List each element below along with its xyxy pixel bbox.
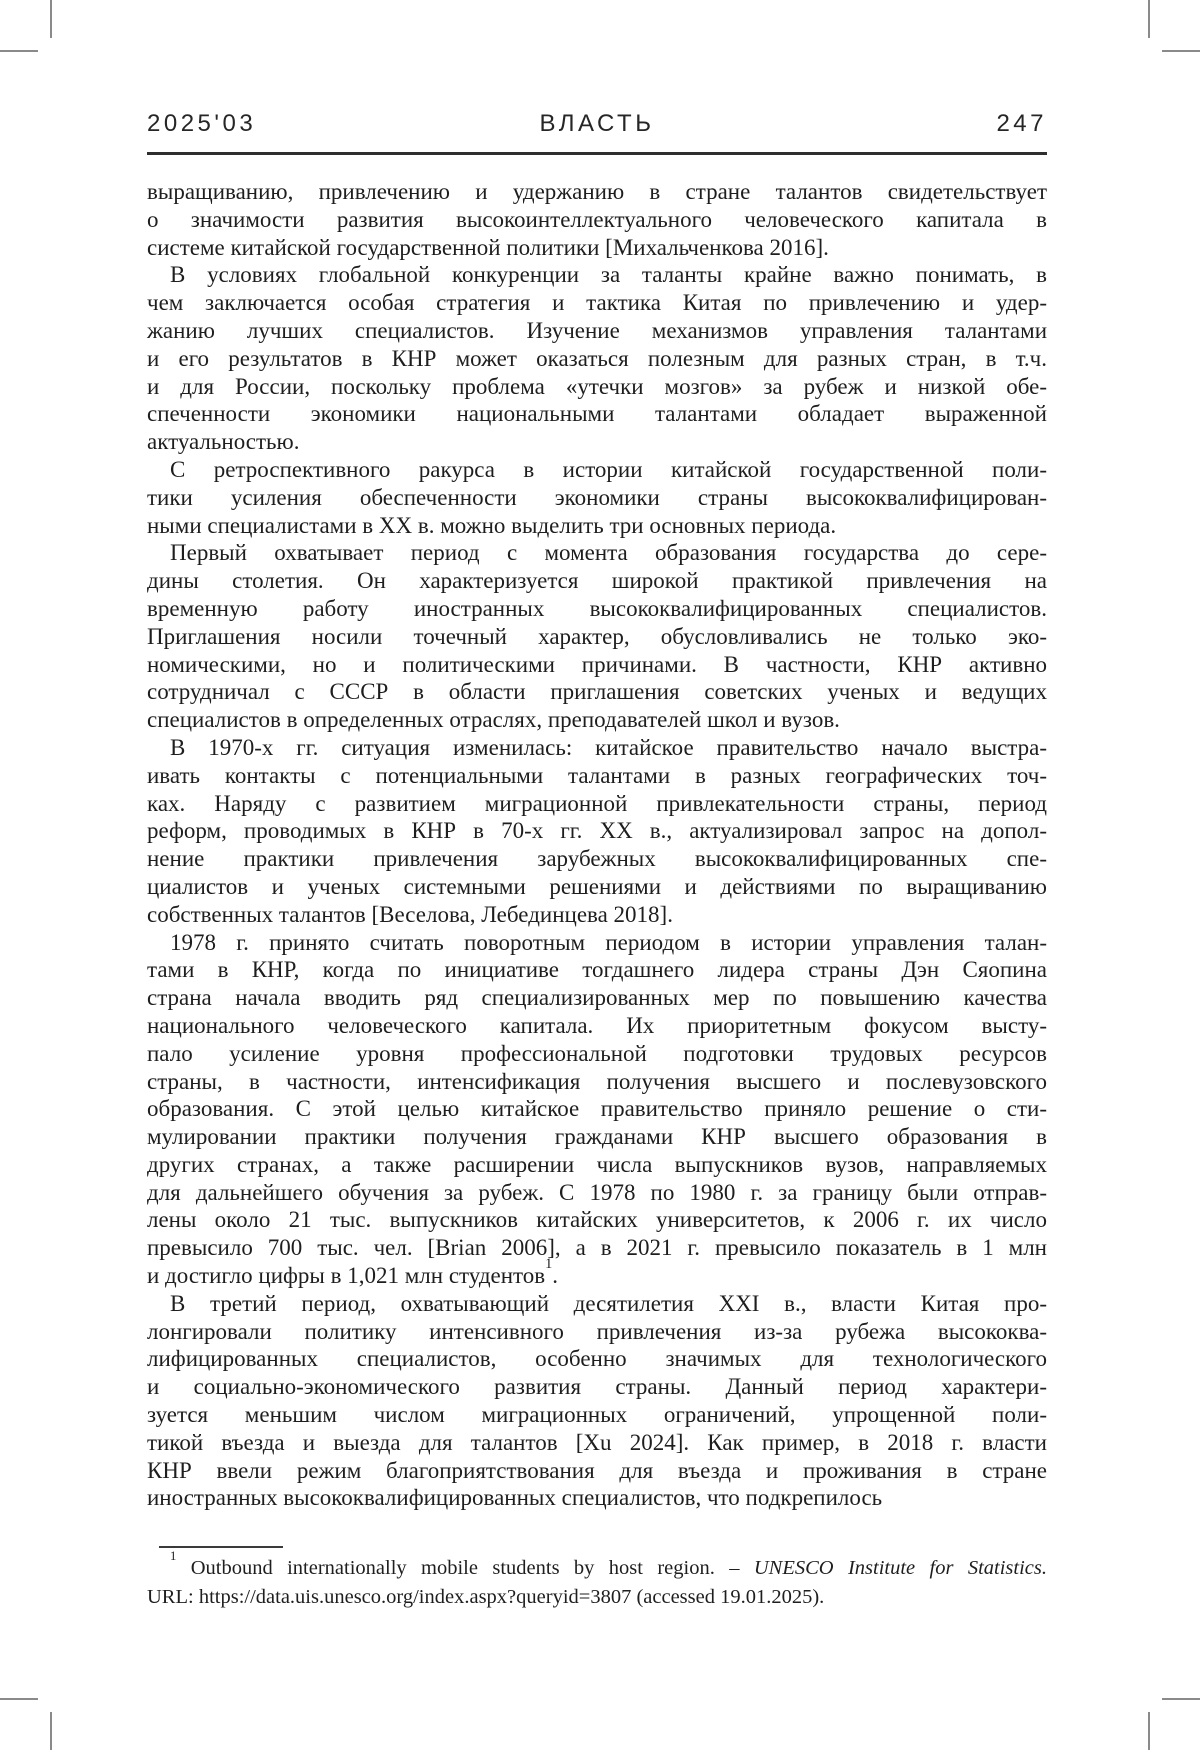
crop-mark-bottom-left-v bbox=[50, 1712, 52, 1750]
text-segment: нение практики привлечения зарубежных высококвалифицированных спе- bbox=[147, 846, 1047, 872]
text-line bbox=[147, 1012, 1047, 1040]
text-line bbox=[147, 1457, 1047, 1485]
text-line bbox=[147, 623, 1047, 651]
text-line bbox=[147, 1095, 1047, 1123]
footnote-reference: 1 bbox=[545, 1255, 553, 1272]
text-segment: В условиях глобальной конкуренции за таланты крайне важно понимать, в bbox=[170, 262, 1047, 288]
text-segment: Первый охватывает период с момента образования государства до сере- bbox=[170, 540, 1047, 566]
text-segment: образования. С этой целью китайское правительство приняло решение о сти- bbox=[147, 1096, 1047, 1122]
text-segment: лены около 21 тыс. выпускников китайских университетов, к 2006 г. их число bbox=[147, 1207, 1047, 1233]
text-line bbox=[147, 373, 1047, 401]
text-line bbox=[147, 873, 1047, 901]
text-segment: зуется меньшим числом миграционных ограничений, упрощенной поли- bbox=[147, 1402, 1047, 1428]
text-line bbox=[147, 1255, 1047, 1290]
text-line bbox=[147, 1484, 1047, 1512]
text-line bbox=[147, 261, 1047, 289]
text-line bbox=[147, 484, 1047, 512]
paragraph bbox=[147, 456, 1047, 539]
text-line bbox=[147, 929, 1047, 957]
text-segment: тами в КНР, когда по инициативе тогдашнего лидера страны Дэн Сяопина bbox=[147, 957, 1047, 983]
text-line bbox=[147, 567, 1047, 595]
text-segment: дины столетия. Он характеризуется широкой практикой привлечения на bbox=[147, 568, 1047, 594]
text-segment: временную работу иностранных высококвалифицированных специалистов. bbox=[147, 595, 1047, 621]
text-segment: для дальнейшего обучения за рубеж. С 1978 по 1980 г. за границу были отправ- bbox=[147, 1179, 1047, 1205]
text-segment: лонгировали политику интенсивного привлечения из-за рубежа высококва- bbox=[147, 1318, 1047, 1344]
text-line bbox=[147, 317, 1047, 345]
text-segment: иностранных высококвалифицированных специалистов, что подкрепилось bbox=[147, 1485, 883, 1511]
crop-mark-bottom-right-v bbox=[1148, 1712, 1150, 1750]
text-line bbox=[147, 1345, 1047, 1373]
text-segment: ивать контакты с потенциальными талантами в разных географических точ- bbox=[147, 762, 1047, 788]
text-line bbox=[147, 345, 1047, 373]
text-line bbox=[147, 512, 1047, 540]
footnote-separator bbox=[159, 1546, 283, 1548]
text-segment: других странах, а также расширении числа выпускников вузов, направляемых bbox=[147, 1151, 1047, 1177]
header-rule bbox=[147, 152, 1047, 155]
text-segment: В 1970-х гг. ситуация изменилась: китайское правительство начало выстра- bbox=[170, 734, 1047, 760]
issue-number: 2025'03 bbox=[147, 110, 257, 137]
text-line bbox=[147, 1234, 1047, 1262]
text-line bbox=[147, 1040, 1047, 1068]
text-segment: реформ, проводимых в КНР в 70-х гг. XX в., актуализировал запрос на допол- bbox=[147, 818, 1047, 844]
text-line bbox=[147, 1290, 1047, 1318]
text-segment: URL: https://data.uis.unesco.org/index.aspx?queryid=3807 (accessed 19.01.2025). bbox=[147, 1586, 825, 1608]
paragraph bbox=[147, 1290, 1047, 1512]
text-line bbox=[147, 178, 1047, 206]
text-line bbox=[147, 428, 1047, 456]
text-segment: КНР ввели режим благоприятствования для въезда и проживания в стране bbox=[147, 1457, 1047, 1483]
text-segment: и для России, поскольку проблема «утечки мозгов» за рубеж и низкой обе- bbox=[147, 373, 1047, 399]
paragraph bbox=[147, 734, 1047, 929]
text-line bbox=[147, 651, 1047, 679]
text-line bbox=[147, 845, 1047, 873]
text-line bbox=[147, 1373, 1047, 1401]
text-line bbox=[147, 456, 1047, 484]
text-line bbox=[147, 817, 1047, 845]
crop-mark-top-left-h bbox=[0, 50, 38, 52]
text-line bbox=[147, 790, 1047, 818]
footnote bbox=[147, 1549, 1047, 1612]
text-line bbox=[147, 206, 1047, 234]
text-segment: 1978 г. принято считать поворотным периодом в истории управления талан- bbox=[170, 929, 1047, 955]
italic-text: UNESCO Institute for Statistics. bbox=[753, 1557, 1047, 1579]
text-segment: . bbox=[552, 1263, 559, 1289]
page-number: 247 bbox=[996, 110, 1047, 137]
text-line bbox=[147, 289, 1047, 317]
text-line bbox=[147, 706, 1047, 734]
text-segment: системе китайской государственной политики [Михальченкова 2016]. bbox=[147, 234, 829, 260]
text-segment: о значимости развития высокоинтеллектуального человеческого капитала в bbox=[147, 206, 1047, 232]
footnote-reference: 1 bbox=[170, 1549, 177, 1564]
text-segment: превысило 700 тыс. чел. [Brian 2006], а в 2021 г. превысило показатель в 1 млн bbox=[147, 1235, 1047, 1261]
text-line bbox=[147, 1068, 1047, 1096]
paragraph bbox=[147, 929, 1047, 1290]
text-line bbox=[147, 984, 1047, 1012]
article-text bbox=[147, 178, 1047, 1512]
text-line bbox=[147, 1401, 1047, 1429]
text-segment: С ретроспективного ракурса в истории китайской государственной поли- bbox=[170, 456, 1047, 482]
text-segment: выращиванию, привлечению и удержанию в стране талантов свидетельствует bbox=[147, 179, 1047, 204]
text-segment: номическими, но и политическими причинами. В частности, КНР активно bbox=[147, 651, 1047, 677]
journal-title: ВЛАСТЬ bbox=[539, 110, 655, 137]
text-line bbox=[147, 234, 1047, 262]
text-line bbox=[147, 1206, 1047, 1234]
crop-mark-bottom-left-h bbox=[0, 1698, 38, 1700]
text-segment: жанию лучших специалистов. Изучение механизмов управления талантами bbox=[147, 317, 1047, 343]
text-segment: и его результатов в КНР может оказаться полезным для разных стран, в т.ч. bbox=[147, 345, 1047, 371]
text-segment: сотрудничал с СССР в области приглашения советских ученых и ведущих bbox=[147, 679, 1047, 705]
text-line bbox=[147, 1549, 1047, 1583]
text-line bbox=[147, 1123, 1047, 1151]
text-line bbox=[147, 678, 1047, 706]
crop-mark-top-right-h bbox=[1162, 50, 1200, 52]
text-segment: страна начала вводить ряд специализированных мер по повышению качества bbox=[147, 985, 1047, 1011]
text-segment: ках. Наряду с развитием миграционной привлекательности страны, период bbox=[147, 790, 1047, 816]
text-line bbox=[147, 539, 1047, 567]
text-segment: мулировании практики получения гражданами КНР высшего образования в bbox=[147, 1124, 1047, 1150]
text-line bbox=[147, 400, 1047, 428]
paragraph bbox=[147, 261, 1047, 456]
text-segment: и достигло цифры в 1,021 млн студентов bbox=[147, 1263, 546, 1289]
text-segment: В третий период, охватывающий десятилетия XXI в., власти Китая про- bbox=[170, 1290, 1047, 1316]
text-segment: специалистов в определенных отраслях, преподавателей школ и вузов. bbox=[147, 707, 840, 733]
text-segment: ными специалистами в XX в. можно выделить три основных периода. bbox=[147, 512, 837, 538]
paragraph bbox=[147, 178, 1047, 261]
text-segment: Приглашения носили точечный характер, обусловливались не только эко- bbox=[147, 623, 1047, 649]
text-segment: пало усиление уровня профессиональной подготовки трудовых ресурсов bbox=[147, 1040, 1047, 1066]
text-line bbox=[147, 956, 1047, 984]
text-segment: актуальностью. bbox=[147, 429, 300, 455]
crop-mark-top-left-v bbox=[50, 0, 52, 38]
running-head bbox=[147, 110, 1047, 138]
text-line bbox=[147, 595, 1047, 623]
text-segment: страны, в частности, интенсификация получения высшего и послевузовского bbox=[147, 1068, 1047, 1094]
text-segment: тикой въезда и выезда для талантов [Xu 2024]. Как пример, в 2018 г. власти bbox=[147, 1429, 1047, 1455]
paragraph bbox=[147, 539, 1047, 734]
text-line bbox=[147, 901, 1047, 929]
text-segment: циалистов и ученых системными решениями и действиями по выращиванию bbox=[147, 873, 1047, 899]
crop-mark-bottom-right-h bbox=[1162, 1698, 1200, 1700]
crop-mark-top-right-v bbox=[1148, 0, 1150, 38]
text-segment: лифицированных специалистов, особенно значимых для технологического bbox=[147, 1346, 1047, 1372]
text-line bbox=[147, 1151, 1047, 1179]
text-line bbox=[147, 734, 1047, 762]
text-line bbox=[147, 1583, 1047, 1612]
text-segment: и социально-экономического развития страны. Данный период характери- bbox=[147, 1374, 1047, 1400]
text-segment: чем заключается особая стратегия и тактика Китая по привлечению и удер- bbox=[147, 290, 1047, 316]
text-segment: спеченности экономики национальными талантами обладает выраженной bbox=[147, 401, 1047, 427]
text-line bbox=[147, 1429, 1047, 1457]
text-segment: тики усиления обеспеченности экономики страны высококвалифицирован- bbox=[147, 484, 1047, 510]
text-line bbox=[147, 1179, 1047, 1207]
text-line bbox=[147, 1318, 1047, 1346]
text-segment: собственных талантов [Веселова, Лебединцева 2018]. bbox=[147, 901, 673, 927]
text-segment: национального человеческого капитала. Их приоритетным фокусом высту- bbox=[147, 1012, 1047, 1038]
text-segment: Outbound internationally mobile students by host region. – bbox=[176, 1557, 754, 1579]
text-line bbox=[147, 762, 1047, 790]
